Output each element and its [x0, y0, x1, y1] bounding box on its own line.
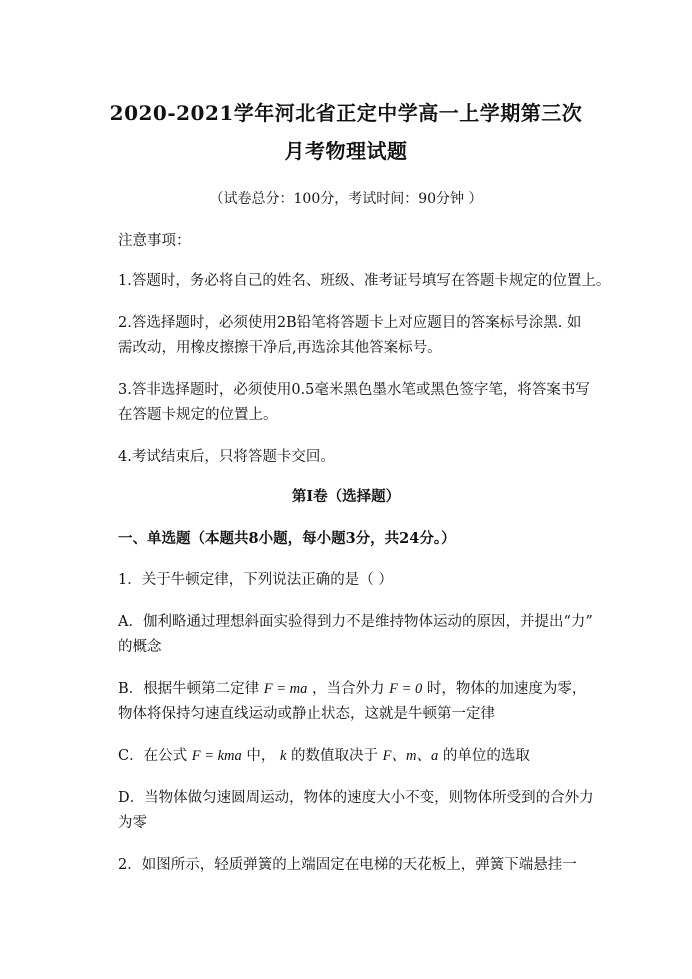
part-heading: 一、单选题（本题共8小题，每小题3分，共24分。） — [118, 530, 456, 547]
q1-option-c-prefix: C．在公式 — [118, 748, 188, 764]
q1-option-c-text: 的数值取决于 — [291, 748, 379, 764]
q1-option-b-mid: ，当合外力 — [312, 681, 385, 697]
variables-f-m-a: F、m、a — [382, 748, 439, 764]
q1-option-b-line2: 物体将保持匀速直线运动或静止状态，这就是牛顿第一定律 — [118, 706, 495, 722]
notice-item-2-cont: 需改动，用橡皮擦擦干净后,再选涂其他答案标号。 — [118, 340, 442, 356]
q1-option-a-line2: 的概念 — [118, 639, 162, 655]
question-1-stem: 1．关于牛顿定律，下列说法正确的是（ ） — [118, 572, 393, 588]
formula-f-kma: F = kma — [191, 748, 242, 764]
q1-option-b-suffix: 时，物体的加速度为零， — [426, 681, 587, 697]
notice-item-3: 3.答非选择题时，必须使用0.5毫米黑色墨水笔或黑色签字笔，将答案书写 — [118, 382, 590, 398]
q1-option-d-line1: D．当物体做匀速圆周运动，物体的速度大小不变，则物体所受到的合外力 — [118, 790, 594, 806]
section-title: 第Ⅰ卷（选择题） — [291, 488, 401, 505]
notice-heading: 注意事项： — [118, 233, 191, 249]
question-2-stem: 2．如图所示，轻质弹簧的上端固定在电梯的天花板上，弹簧下端悬挂一 — [118, 857, 577, 873]
q1-option-a-line1: A．伽利略通过理想斜面实验得到力不是维持物体运动的原因，并提出“力” — [118, 614, 593, 630]
variable-k: k — [280, 748, 287, 764]
q1-option-c — [118, 744, 588, 765]
notice-item-4: 4.考试结束后，只将答题卡交回。 — [118, 449, 335, 465]
formula-f-ma: F = ma — [263, 681, 308, 697]
exam-title-line1: 2020-2021学年河北省正定中学高一上学期第三次 — [109, 101, 583, 125]
exam-title-line2: 月考物理试题 — [284, 139, 408, 163]
notice-item-3-cont: 在答题卡规定的位置上。 — [118, 407, 278, 423]
notice-item-1: 1.答题时，务必将自己的姓名、班级、准考证号填写在答题卡规定的位置上。 — [118, 273, 611, 289]
notice-item-2: 2.答选择题时，必须使用2B铅笔将答题卡上对应题目的答案标号涂黑. 如 — [118, 315, 582, 331]
q1-option-b-line1 — [118, 677, 588, 698]
formula-f-zero: F = 0 — [389, 681, 423, 697]
q1-option-c-mid: 中， — [246, 748, 276, 764]
q1-option-d-line2: 为零 — [118, 815, 147, 831]
exam-info: （试卷总分：100分，考试时间：90分钟 ） — [209, 191, 483, 207]
q1-option-b-prefix: B．根据牛顿第二定律 — [118, 681, 260, 697]
q1-option-c-suffix: 的单位的选取 — [442, 748, 530, 764]
